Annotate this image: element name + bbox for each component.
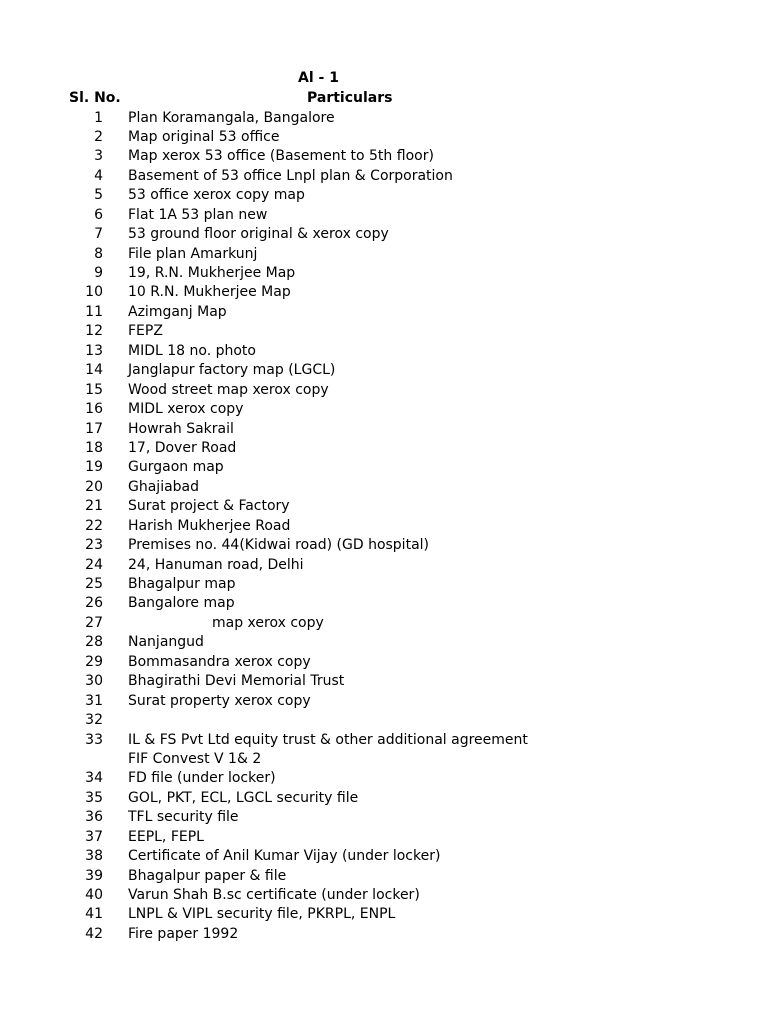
particulars-text: Map original 53 office [128,128,280,145]
particulars-text: Map xerox 53 office (Basement to 5th floor) [128,148,434,165]
serial-number: 19 [85,459,103,476]
particulars-text: Nanjangud [128,634,204,651]
serial-number: 28 [85,634,103,651]
particulars-text: Wood street map xerox copy [128,381,329,398]
serial-number: 14 [85,362,103,379]
particulars-text: 17, Dover Road [128,439,237,456]
particulars-text: 24, Hanuman road, Delhi [128,556,304,573]
serial-number: 22 [85,517,103,534]
list-item [0,905,768,924]
list-item [0,283,768,302]
list-item [0,633,768,652]
serial-number: 3 [94,148,103,165]
particulars-text: Surat property xerox copy [128,692,311,709]
particulars-text: Certificate of Anil Kumar Vijay (under locker) [128,848,441,865]
particulars-text: Fire paper 1992 [128,925,239,942]
serial-number: 12 [85,323,103,340]
particulars-text: Howrah Sakrail [128,420,234,437]
particulars-text: FEPZ [128,323,163,340]
particulars-text: Bhagalpur map [128,576,236,592]
particulars-text: Flat 1A 53 plan new [128,206,268,223]
particulars-text: Bhagirathi Devi Memorial Trust [128,673,345,690]
column-header-sl-no: Sl. No. [69,90,121,106]
list-item [0,381,768,400]
list-item [0,206,768,225]
serial-number: 8 [94,245,103,262]
particulars-text: GOL, PKT, ECL, LGCL security file [128,789,359,806]
particulars-text: Plan Koramangala, Bangalore [128,109,335,126]
list-item [0,167,768,186]
serial-number: 41 [85,906,103,923]
list-item [0,186,768,205]
serial-number: 32 [85,712,103,729]
list-item [0,731,768,770]
particulars-text: MIDL 18 no. photo [128,342,256,359]
list-item [0,342,768,361]
list-item [0,556,768,575]
list-item [0,847,768,866]
list-item [0,536,768,555]
particulars-text: MIDL xerox copy [128,401,244,418]
particulars-text: EEPL, FEPL [128,828,204,845]
serial-number: 37 [85,828,103,845]
list-item [0,614,768,633]
list-item [0,808,768,827]
serial-number: 18 [85,439,103,456]
list-item [0,458,768,477]
list-item [0,769,768,788]
serial-number: 15 [85,381,103,398]
serial-number: 1 [94,109,103,126]
list-item [0,789,768,808]
list-item [0,147,768,166]
list-item [0,672,768,691]
list-item [0,575,768,594]
serial-number: 23 [85,537,103,554]
particulars-text: 53 office xerox copy map [128,187,305,204]
serial-number: 17 [85,420,103,437]
list-item [0,478,768,497]
particulars-text: Premises no. 44(Kidwai road) (GD hospital) [128,537,429,554]
particulars-list [0,109,768,945]
serial-number: 29 [85,653,103,670]
serial-number: 4 [94,167,103,184]
list-item [0,886,768,905]
list-item [0,361,768,380]
list-item [0,109,768,128]
serial-number: 6 [94,206,103,223]
serial-number: 2 [94,128,103,145]
particulars-text: Gurgaon map [128,459,224,476]
particulars-text: TFL security file [128,809,239,826]
list-item [0,420,768,439]
serial-number: 27 [85,614,103,631]
serial-number: 42 [85,925,103,942]
serial-number: 7 [94,226,103,243]
list-item [0,439,768,458]
serial-number: 26 [85,595,103,612]
particulars-text: IL & FS Pvt Ltd equity trust & other additional agreement [128,731,528,748]
particulars-text: Harish Mukherjee Road [128,517,291,534]
particulars-text: 10 R.N. Mukherjee Map [128,284,291,301]
particulars-text: Bommasandra xerox copy [128,653,311,670]
list-item [0,400,768,419]
serial-number: 13 [85,342,103,359]
list-item [0,303,768,322]
list-item [0,594,768,613]
particulars-text: Ghajiabad [128,478,200,495]
page-title: Al - 1 [298,70,339,86]
particulars-text-continued: FIF Convest V 1& 2 [128,750,262,767]
particulars-text: 53 ground floor original & xerox copy [128,226,389,243]
serial-number: 35 [85,789,103,806]
serial-number: 38 [85,848,103,865]
serial-number: 11 [85,303,103,320]
serial-number: 36 [85,809,103,826]
list-item [0,828,768,847]
serial-number: 5 [94,187,103,204]
list-item [0,711,768,730]
list-item [0,653,768,672]
serial-number: 30 [85,673,103,690]
particulars-text: 19, R.N. Mukherjee Map [128,265,296,281]
particulars-text: Azimganj Map [128,303,227,320]
serial-number: 24 [85,556,103,573]
particulars-text: LNPL & VIPL security file, PKRPL, ENPL [128,906,396,923]
serial-number: 9 [94,265,103,281]
serial-number: 40 [85,887,103,904]
list-item [0,322,768,341]
particulars-text: FD file (under locker) [128,770,276,787]
serial-number: 21 [85,498,103,515]
list-item [0,692,768,711]
serial-number: 31 [85,692,103,709]
serial-number: 16 [85,401,103,418]
serial-number: 33 [85,731,103,748]
particulars-text: Varun Shah B.sc certificate (under locker) [128,887,420,904]
particulars-text: Bangalore map [128,595,235,612]
serial-number: 34 [85,770,103,787]
list-item [0,867,768,886]
particulars-text: Basement of 53 office Lnpl plan & Corporation [128,167,453,184]
list-item [0,225,768,244]
particulars-text: map xerox copy [212,614,324,631]
list-item [0,128,768,147]
list-item [0,517,768,536]
particulars-text: File plan Amarkunj [128,245,258,262]
particulars-text: Bhagalpur paper & file [128,867,287,884]
list-item [0,264,768,283]
column-header-particulars: Particulars [307,90,393,106]
list-item [0,245,768,264]
serial-number: 39 [85,867,103,884]
list-item [0,925,768,944]
particulars-text: Surat project & Factory [128,498,290,515]
serial-number: 25 [85,576,103,592]
serial-number: 10 [85,284,103,301]
serial-number: 20 [85,478,103,495]
list-item [0,497,768,516]
particulars-text: Janglapur factory map (LGCL) [128,362,336,379]
